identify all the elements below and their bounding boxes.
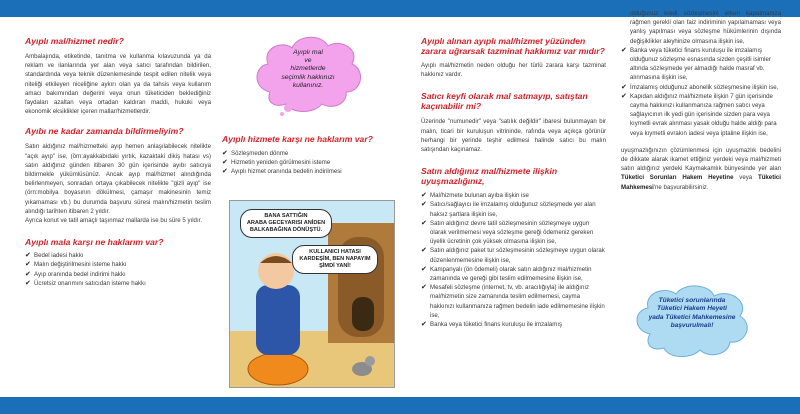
paragraph-credit: olduğunuz kredi sözleşmesini erken kapatmanıza rağmen gerekli olan faiz indiriminin yapılamaması veya yanlış yapılması veya sözleşme hükümlerinin dışında değişiklikler aleyhinize olmasına ilişkin ise, xyxy=(630,10,781,45)
paragraph-application: uyuşmazlığınızın çözümlenmesi için uyuşmazlık bedelini de dikkate alarak ikamet ettiğiniz yerdeki veya mal/hizmeti satın aldığınız yerdeki Kaymakamlık bünyesinde yer alan Tüketici Sorunları Hakem Heyetine veya Tüketici Mahkemesi'ne başvurabilirsiniz. xyxy=(621,146,781,191)
check-icon: ✔ xyxy=(621,92,627,100)
check-icon: ✔ xyxy=(222,150,228,157)
list-item: ✔ Satıcı/sağlayıcı ile imzalamış olduğunuz sözleşmede yer alan haksız şartlara ilişkin ise, xyxy=(421,201,596,218)
list-item: ✔ Bedel iadesi hakkı xyxy=(25,252,84,260)
cartoon-illustration xyxy=(229,200,395,388)
check-icon: ✔ xyxy=(621,83,627,91)
heading-goods-rights: Ayıplı mala karşı ne haklarım var? xyxy=(25,237,164,248)
list-item: ✔ Ücretsiz onarımını satıcıdan isteme hakkı xyxy=(25,279,146,287)
heading-disputes: Satın aldığınız mal/hizmete ilişkin uyuşmazlığınız, xyxy=(421,166,558,187)
disputes-list-continued xyxy=(621,46,781,138)
list-item: ✔ Kapıdan aldığınız mal/hizmete ilişkin 7 gün içerisinde cayma hakkınızı kullanmanıza rağmen satıcı veya sağlayıcının ilk yedi gün içerisinde sizden para veya kıymetli evrak alınması yasak olduğu halde aldığı para veya kıymetli evrakın iadesi veya iptaline ilişkin ise, xyxy=(621,92,777,137)
check-icon: ✔ xyxy=(222,159,228,167)
paragraph-refuse-sale: Üzerinde "numunedir" veya "satılık değildir" ibaresi bulunmayan bir malın, ticari bir kuruluşun vitrininde, rafında veya açıkça görünür herhangi bir yerinde teşhir edilmesi halinde satıcı bu malın satışından kaçınamaz. xyxy=(421,118,606,154)
goods-rights-list xyxy=(25,251,211,288)
check-icon: ✔ xyxy=(421,201,427,209)
check-icon: ✔ xyxy=(421,192,427,200)
check-icon: ✔ xyxy=(25,279,31,287)
check-icon: ✔ xyxy=(421,247,427,255)
disputes-list xyxy=(421,191,606,329)
check-icon: ✔ xyxy=(421,284,427,292)
heading-notify-time: Ayıbı ne kadar zamanda bildirmeliyim? xyxy=(25,126,184,137)
check-icon: ✔ xyxy=(222,168,228,176)
check-icon: ✔ xyxy=(421,265,427,273)
service-rights-list xyxy=(222,149,406,177)
list-item: ✔ Sözleşmeden dönme xyxy=(222,150,289,157)
check-icon: ✔ xyxy=(421,321,427,329)
heading-defective-definition: Ayıplı mal/hizmet nedir? xyxy=(25,36,124,46)
heading-refuse-sale: Satıcı keyfi olarak mal satmayıp, satıştan kaçınabilir mi? xyxy=(421,91,588,112)
list-item: ✔ Mal/hizmete bulunan ayıba ilişkin ise xyxy=(421,192,529,200)
list-item: ✔ Satın aldığınız paket tur sözleşmesinin sözleşmeye uygun olarak düzenlenmemesine ilişkin ise, xyxy=(421,247,605,264)
column-1 xyxy=(25,27,211,288)
list-item: ✔ Banka veya tüketici finans kuruluşu ile imzalamış xyxy=(421,321,563,329)
speech-bubble-seller: KULLANICI HATASI KARDEŞİM, BEN NAPAYIM ŞİMDİ YANİ! xyxy=(292,245,378,274)
paragraph-compensation: Ayıplı mal/hizmetin neden olduğu her türlü zarara karşı tazminat hakkınız vardır. xyxy=(421,62,606,79)
bubble-text: Ayıplı mal ve hizmetlerde seçimlik hakkınızı kullanınız. xyxy=(281,49,335,89)
list-item: ✔ Hizmetin yeniden görülmesini isteme xyxy=(222,159,331,167)
list-item: ✔ Mesafeli sözleşme (internet, tv, vb. aracılığıyla) ile aldığınız mal/hizmetin size zamanında teslim edilmemesi, cayma hakkınızı kullanmanıza rağmen bedelin iade edilmemesine ilişkin ise, xyxy=(421,284,605,319)
list-item: ✔ Ayıplı hizmet oranında bedelin indirilmesi xyxy=(222,168,342,176)
check-icon: ✔ xyxy=(25,270,31,278)
paragraph-notify-time: Satın aldığınız mal/hizmetteki ayıp hemen anlaşılabilecek nitelikte "açık ayıp" ise, (örn:ayakkabıdaki yırtık, kazaktaki dikiş hatası vs) satın aldığınız günden itibaren 30 gün içerisinde ayıbı satıcıya bildirmekle yükümlüsünüz. Ancak ayıp mal/hizmet alındığında belirlenmeyen, sonradan ortaya çıkabilecek nitelikte "gizli ayıp" ise (örn:mobilya boyasının dökülmesi, çamaşır makinesinin temiz yıkamaması vb.) bu durumda başvuru süresi malın/hizmetin teslim alındığı tarihten itibaren 2 yıldır. xyxy=(25,143,211,215)
paragraph-definition: Ambalajında, etiketinde, tanıtma ve kullanma kılavuzunda ya da reklam ve ilanlarında yer alan veya satıcı tarafından bildirilen, standardında veya teknik düzenlemesinde tespit edilen nitelik veya niteliği etkileyen niceliğine aykırı olan ya da tahsis veya kullanım amacı bakımından değerini veya onun tüketiciden beklediğiniz faydaları azaltan veya ortadan kaldıran maddi, hukuki veya ekonomik eksiklikler içeren mallar/hizmetlerdir. xyxy=(25,53,211,116)
bottom-bar xyxy=(0,397,800,414)
list-item: ✔ Banka veya tüketici finans kuruluşu ile imzalamış olduğunuz sözleşme esnasında sizden çeşitli isimler altında sözleşmede yer almadığı halde masraf vb. alınmasına ilişkin ise, xyxy=(621,46,771,82)
heading-service-rights: Ayıplı hizmete karşı ne haklarım var? xyxy=(222,134,373,144)
list-item: ✔ İmzalamış olduğunuz abonelik sözleşmesine ilişkin ise, xyxy=(621,83,779,91)
heading-compensation: Ayıplı alınan ayıplı mal/hizmet yüzünden zarara uğrarsak tazminat hakkımız var mıdır? xyxy=(421,36,605,56)
column-2 xyxy=(222,134,406,177)
check-icon: ✔ xyxy=(421,219,427,227)
column-4 xyxy=(621,9,781,192)
check-icon: ✔ xyxy=(25,252,31,260)
list-item: ✔ Malın değiştirilmesini isteme hakkı xyxy=(25,261,127,269)
check-icon: ✔ xyxy=(621,46,627,54)
list-item: ✔ Satın aldığınız devre tatil sözleşmesinin sözleşmeye uygun olarak verilmemesi veya sözleşme gereği ödemeniz gereken üyelik ücretinin çok yüksek olmasına ilişkin ise, xyxy=(421,219,594,246)
speech-bubble-customer: BANA SATTIĞIN ARABA GECEYARISI ANİDEN BALKABAĞINA DÖNÜŞTÜ. xyxy=(240,209,332,238)
check-icon: ✔ xyxy=(25,261,31,269)
list-item: ✔ Kampanyalı (ön ödemeli) olarak satın aldığınız mal/hizmetin zamanında ve gereği gibi teslim edilmemesine ilişkin ise, xyxy=(421,265,592,283)
paragraph-estate: Ayrıca konut ve tatil amaçlı taşınmaz mallarda ise bu süre 5 yıldır. xyxy=(25,217,203,225)
list-item: ✔ Ayıp oranında bedel indirimi hakkı xyxy=(25,270,126,278)
blue-bubble-text: Tüketici sorunlarında Tüketici Hakem Heyeti yada Tüketici Mahkemesine başvurulmalı! xyxy=(648,297,736,330)
column-3 xyxy=(421,27,606,329)
